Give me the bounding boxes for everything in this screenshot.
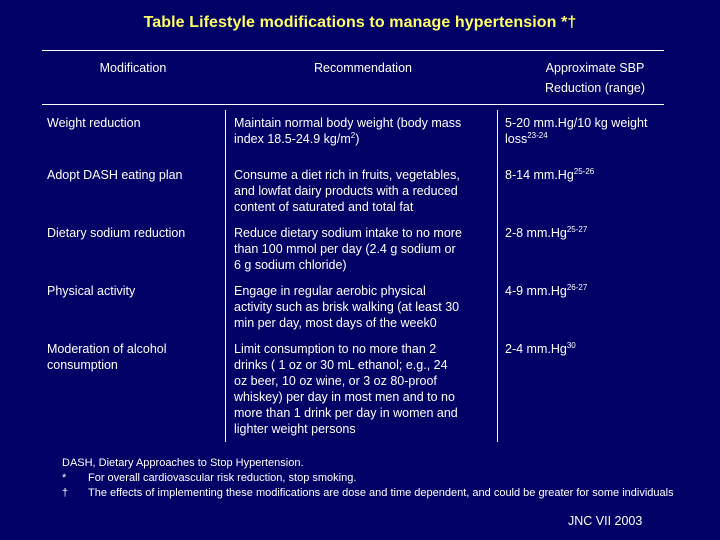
row-5-recommendation	[234, 341, 458, 437]
header-top-rule	[42, 50, 664, 51]
row-1-rec-line-1: Maintain normal body weight (body mass	[234, 116, 462, 130]
row-1-rec-line-2: index 18.5-24.9 $kg/m^2$)	[234, 131, 360, 146]
row-1-modification: Weight reduction	[47, 116, 141, 130]
row-1-red-line-2: loss$^{23-24}$	[505, 131, 548, 146]
header-recommendation: Recommendation	[314, 61, 412, 75]
column-divider-2	[497, 110, 498, 442]
column-divider-1	[225, 110, 226, 442]
footnote-star-text: For overall cardiovascular risk reduction, stop smoking.	[88, 472, 357, 484]
header-reduction	[500, 58, 690, 98]
row-4-recommendation	[234, 283, 459, 331]
row-3-recommendation	[234, 225, 462, 273]
row-2-reduction: 8-14 mm.Hg$^{25-26}$	[505, 167, 595, 182]
row-5-modification	[47, 341, 167, 373]
row-2-rec-line-2: and lowfat dairy products with a reduced	[234, 184, 458, 198]
header-modification: Modification	[99, 61, 167, 75]
row-5-mod-line-2: consumption	[47, 358, 118, 372]
row-1-red-line-1: 5-20 mm.Hg/10 kg weight	[505, 116, 648, 130]
row-3-modification: Dietary sodium reduction	[47, 226, 186, 240]
row-5-rec-line-6: lighter weight persons	[234, 422, 356, 436]
row-4-rec-line-2: activity such as brisk walking (at least 30	[234, 300, 460, 314]
footnote-star	[62, 471, 702, 485]
row-4-rec-line-1: Engage in regular aerobic physical	[234, 284, 426, 298]
row-3-reduction: 2-8 mm.Hg$^{25-27}$	[505, 225, 588, 240]
row-2-modification: Adopt DASH eating plan	[47, 168, 183, 182]
row-4-rec-line-3: min per day, most days of the week0	[234, 316, 437, 330]
row-1-recommendation	[234, 115, 461, 147]
row-5-reduction: 2-4 mm.Hg$^{30}$	[505, 341, 576, 356]
footnote-star-mark: *	[62, 472, 67, 484]
row-2-recommendation	[234, 167, 460, 215]
row-5-rec-line-5: more than 1 drink per day in women and	[234, 406, 458, 420]
footnote-dagger-text: The effects of implementing these modifications are dose and time dependent, and could be greater for some individuals	[88, 487, 674, 499]
row-1-reduction	[505, 115, 647, 147]
header-reduction-line1: Approximate SBP	[545, 61, 645, 75]
row-2-rec-line-3: content of saturated and total fat	[234, 200, 414, 214]
footnote-dash: DASH, Dietary Approaches to Stop Hypertension.	[62, 457, 304, 469]
table-title: Table Lifestyle modifications to manage hypertension *†	[143, 14, 577, 31]
row-2-rec-line-1: Consume a diet rich in fruits, vegetables,	[234, 168, 460, 182]
row-5-mod-line-1: Moderation of alcohol	[47, 342, 167, 356]
source-credit: JNC VII 2003	[568, 514, 643, 528]
row-3-rec-line-1: Reduce dietary sodium intake to no more	[234, 226, 462, 240]
row-5-rec-line-4: whiskey) per day in most men and to no	[234, 390, 455, 404]
header-reduction-line2: Reduction (range)	[544, 81, 646, 95]
footnote-dagger	[62, 486, 702, 514]
footnote-dagger-mark: †	[62, 487, 69, 499]
header-bottom-rule	[42, 104, 664, 105]
row-4-modification: Physical activity	[47, 284, 136, 298]
row-4-reduction: 4-9 mm.Hg$^{26-27}$	[505, 283, 588, 298]
row-3-rec-line-3: 6 g sodium chloride)	[234, 258, 347, 272]
row-5-rec-line-1: Limit consumption to no more than 2	[234, 342, 437, 356]
row-5-rec-line-2: drinks ( 1 oz or 30 mL ethanol; e.g., 24	[234, 358, 448, 372]
row-3-rec-line-2: than 100 mmol per day (2.4 g sodium or	[234, 242, 456, 256]
row-5-rec-line-3: oz beer, 10 oz wine, or 3 oz 80-proof	[234, 374, 437, 388]
